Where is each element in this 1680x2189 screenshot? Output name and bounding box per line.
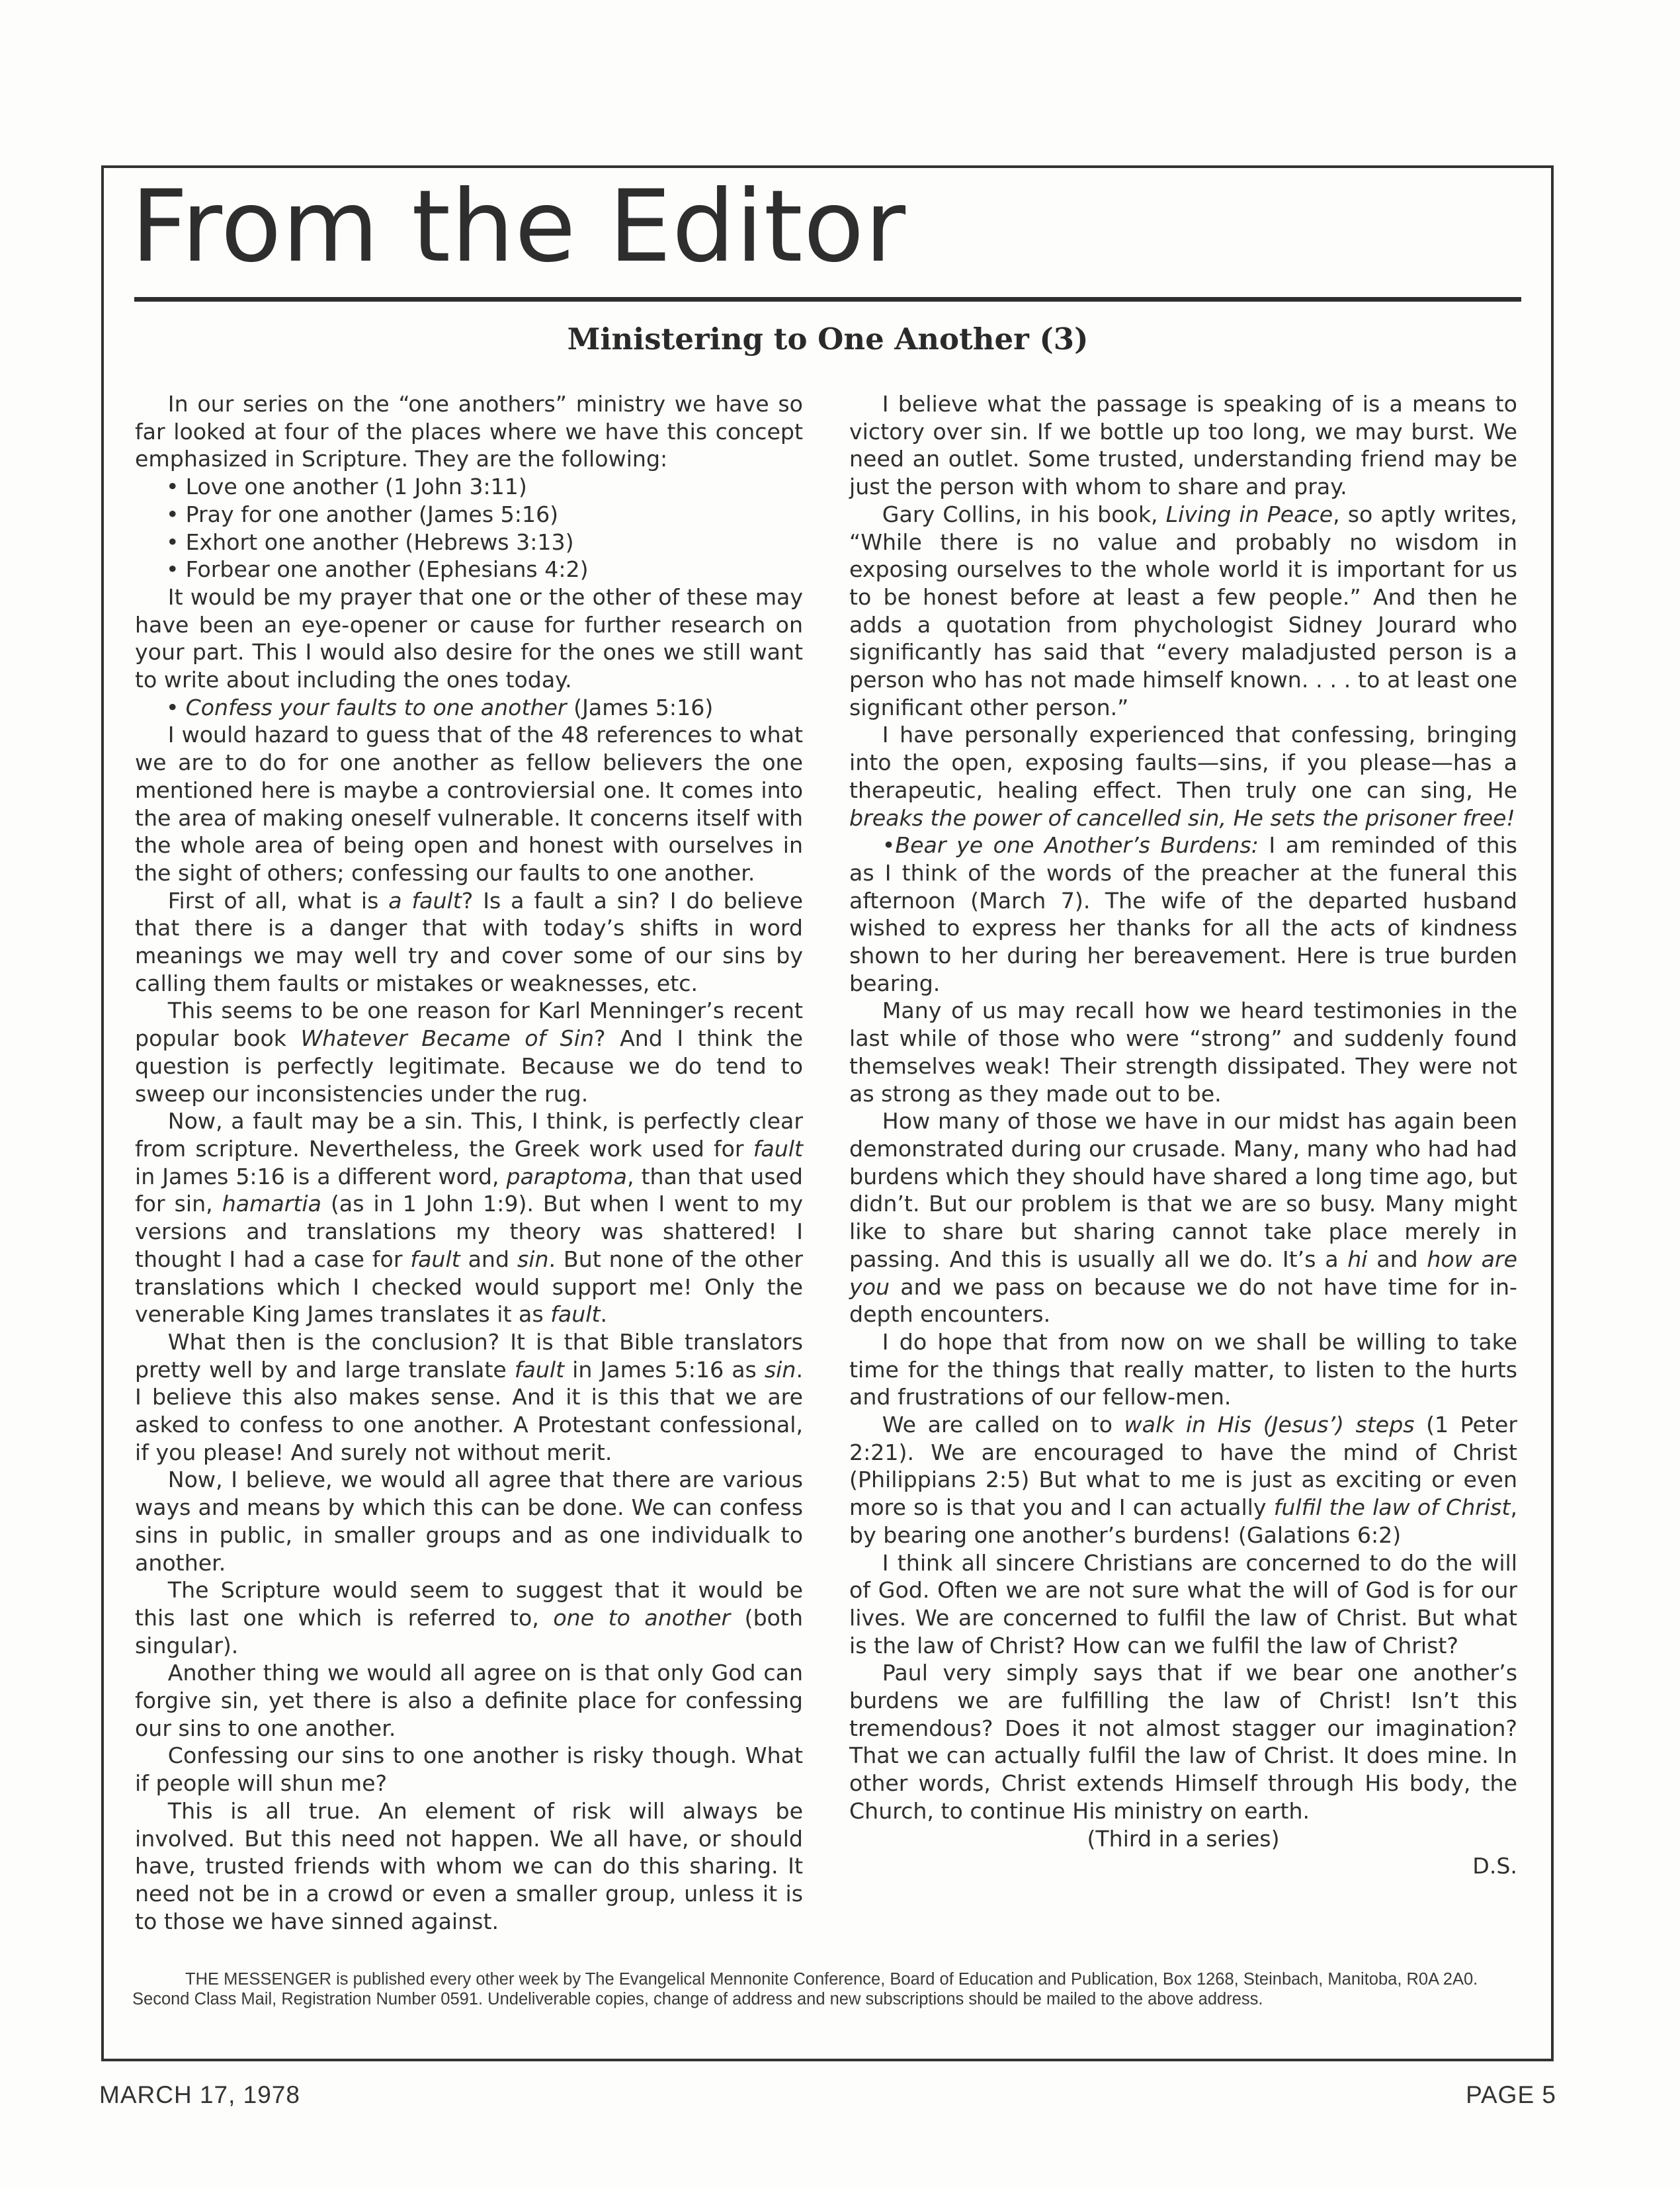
text-run: Now, a fault may be a sin. This, I think, is perfectly clear from scripture. Nevertheless, the Greek work used for	[135, 1108, 803, 1162]
emphasis: sin	[764, 1356, 796, 1383]
paragraph: This is all true. An element of risk will always be involved. But this need not happen. We all have, or should have, trusted friends with whom we can do this sharing. It need not be in a crowd or even a smaller group, unless it is to those we have sinned against.	[135, 1797, 803, 1934]
emphasis: paraptoma	[506, 1163, 627, 1189]
paragraph	[849, 501, 1517, 722]
paragraph: Paul very simply says that if we bear one another’s burdens we are fulfilling the law of Christ! Isn’t this tremendous? Does it not almost stagger our imagination? That we can actually fulfil the law of Christ. It does mine. In other words, Christ extends Himself through His body, the Church, to continue His ministry on earth.	[849, 1660, 1517, 1824]
issue-date: MARCH 17, 1978	[99, 2081, 300, 2108]
emphasis: Living in Peace	[1165, 501, 1333, 527]
text-run: , so aptly writes, “While there is no value and probably no wisdom in exposing ourselves to the whole world it is important for us to be honest before at least a few people.” And then he adds a quotation from phychologist Sidney Jourard who significantly has said that “every maladjusted person is a person who has not made himself known. . . . to at least one significant other person.”	[849, 501, 1517, 720]
list-item-ref: (James 5:16)	[566, 694, 714, 720]
text-run: The Scripture would seem to suggest that it would be this last one which is referred to,	[135, 1577, 803, 1631]
paragraph: Now, I believe, we would all agree that there are various ways and means by which this can be done. We can confess sins in public, in smaller groups and as one individualk to another.	[135, 1467, 803, 1576]
emphasis: a fault	[388, 887, 462, 914]
text-run: I am reminded of this as I think of the words of the preacher at the funeral this afternoon (March 7). The wife of the departed husband wished to express her thanks for all the acts of kindness shown to her during her bereavement. Here is true burden bearing.	[849, 832, 1518, 996]
list-item-italic: Confess your faults to one another	[185, 694, 567, 720]
text-run: How many of those we have in our midst has again been demonstrated during our crusade. Many, many who had had burdens which they should have shared a long time ago, but didn’t. But our problem is that we are so busy. Many might like to share but sharing cannot take place merely in passing. And this is usually all we do. It’s a	[849, 1108, 1517, 1272]
text-run: , by bearing one another’s burdens! (Galations 6:2)	[849, 1494, 1517, 1548]
emphasis: sin	[517, 1246, 549, 1272]
text-run: and	[460, 1246, 517, 1272]
emphasis: hi	[1347, 1246, 1368, 1272]
text-run: and we pass on because we do not have time for in-depth encounters.	[849, 1273, 1517, 1328]
emphasis: breaks the power of cancelled sin, He sets the prisoner free!	[849, 804, 1515, 831]
text-run: .	[600, 1301, 608, 1328]
series-note: (Third in a series)	[1087, 1825, 1280, 1852]
emphasis: fulfil the law of Christ	[1273, 1494, 1511, 1521]
emphasis: fault	[753, 1135, 803, 1162]
paragraph	[849, 721, 1517, 832]
emphasis: walk in His (Jesus’) steps	[1124, 1412, 1415, 1438]
list-item: • Love one another (1 John 3:11)	[166, 473, 803, 501]
text-run: What then is the conclusion? It is that Bible translators pretty well by and large translate	[135, 1328, 803, 1383]
text-run: This seems to be one reason for Karl Menninger’s recent popular book	[135, 998, 803, 1052]
article-subtitle: Ministering to One Another (3)	[567, 322, 1089, 357]
text-run: in James 5:16 as	[564, 1356, 765, 1383]
page-number: PAGE 5	[1466, 2081, 1556, 2108]
text-run: First of all, what is	[167, 887, 389, 914]
paragraph	[135, 1328, 803, 1467]
paragraph	[849, 1107, 1517, 1328]
paragraph	[135, 997, 803, 1107]
masthead-title: From the Editor	[131, 169, 907, 284]
paragraph: Many of us may recall how we heard testimonies in the last while of those who were “strong” and suddenly found themselves weak! Their strength dissipated. They were not as strong as they made out to be.	[849, 998, 1517, 1107]
paragraph: I would hazard to guess that of the 48 references to what we are to do for one another as fellow believers the one mentioned here is maybe a controviersial one. It comes into the area of making oneself vulnerable. It concerns itself with the whole area of being open and honest with ourselves in the sight of others; confessing our faults to one another.	[135, 722, 803, 886]
title-rule	[134, 297, 1521, 302]
text-run: (1 Peter 2:21). We are encouraged to have the mind of Christ (Philippians 2:5) But what to me is just as exciting or even more so is that you and I can actually	[849, 1412, 1517, 1521]
emphasis: fault	[410, 1246, 460, 1272]
paragraph	[849, 832, 1517, 997]
editor-signature: D.S.	[1472, 1853, 1517, 1879]
paragraph	[849, 1411, 1517, 1549]
paragraph: Another thing we would all agree on is that only God can forgive sin, yet there is also a definite place for confessing our sins to one another.	[135, 1660, 803, 1741]
paragraph: I believe what the passage is speaking of is a means to victory over sin. If we bottle up too long, we may burst. We need an outlet. Some trusted, understanding friend may be just the person with whom to share and pray.	[849, 391, 1517, 500]
text-run: in James 5:16 is a different word,	[135, 1163, 507, 1189]
emphasis: Whatever Became of Sin	[300, 1025, 594, 1052]
paragraph: It would be my prayer that one or the other of these may have been an eye-opener or cause for further research on your part. This I would also desire for the ones we still want to write about including the ones today.	[135, 583, 803, 693]
text-run: We are called on to	[882, 1412, 1124, 1438]
paragraph: I do hope that from now on we shall be willing to take time for the things that really matter, to listen to the hurts and frustrations of our fellow-men.	[849, 1328, 1517, 1410]
text-run: Gary Collins, in his book,	[882, 501, 1166, 527]
paragraph: In our series on the “one anothers” ministry we have so far looked at four of the places where we have this concept emphasized in Scripture. They are the following:	[135, 391, 803, 472]
text-run: (as in 1 John 1:9). But when I went to my versions and translations my theory was shattered! I thought I had a case for	[135, 1191, 804, 1272]
list-item: • Exhort one another (Hebrews 3:13)	[166, 529, 803, 556]
emphasis: fault	[514, 1356, 565, 1383]
text-run: ? Is a fault a sin? I do believe that there is a danger that with today’s shifts in word meanings we may well try and cover some of our sins by calling them faults or mistakes or weaknesses, etc.	[135, 887, 803, 996]
left-column	[135, 390, 803, 1935]
text-run: . I believe this also makes sense. And it is this that we are asked to confess to one another. A Protestant confessional, if you please! And surely not without merit.	[135, 1356, 803, 1465]
text-run: (both singular).	[135, 1604, 803, 1658]
list-item: • Forbear one another (Ephesians 4:2)	[166, 556, 803, 583]
text-run: . But none of the other translations which I checked would support me! Only the venerable King James translates it as	[135, 1246, 804, 1328]
paragraph: I think all sincere Christians are concerned to do the will of God. Often we are not sure what the will of God is for our lives. We are concerned to fulfil the law of Christ. But what is the law of Christ? How can we fulfil the law of Christ?	[849, 1549, 1517, 1658]
paragraph	[135, 1107, 803, 1328]
text-run: , than that used for sin,	[135, 1163, 803, 1217]
text-run: and	[1367, 1246, 1427, 1272]
emphasis: Bear ye one Another’s Burdens:	[895, 832, 1259, 859]
right-column	[849, 390, 1517, 1880]
list-item: • Pray for one another (James 5:16)	[166, 501, 803, 529]
list-item	[166, 694, 803, 722]
emphasis: one to another	[553, 1604, 731, 1631]
text-run: ? And I think the question is perfectly legitimate. Because we do tend to sweep our inconsistencies under the rug.	[135, 1025, 804, 1107]
bullet-icon: •	[882, 832, 896, 859]
publication-note: THE MESSENGER is published every other week by The Evangelical Mennonite Conference, Board of Education and Publication, Box 1268, Steinbach, Manitoba, R0A 2A0. Second Class Mail, Registration Number 0591. Undeliverable copies, change of address and new subscriptions should be mailed to the above address.	[132, 1970, 1478, 2008]
text-run: I have personally experienced that confessing, bringing into the open, exposing faults—sins, if you please—has a therapeutic, healing effect. Then truly one can sing, He	[849, 722, 1517, 803]
paragraph	[135, 1576, 803, 1659]
emphasis: hamartia	[222, 1191, 321, 1217]
paragraph: Confessing our sins to one another is risky though. What if people will shun me?	[135, 1742, 803, 1797]
paragraph	[135, 887, 803, 998]
emphasis: how are you	[849, 1246, 1517, 1300]
emphasis: fault	[550, 1301, 601, 1328]
